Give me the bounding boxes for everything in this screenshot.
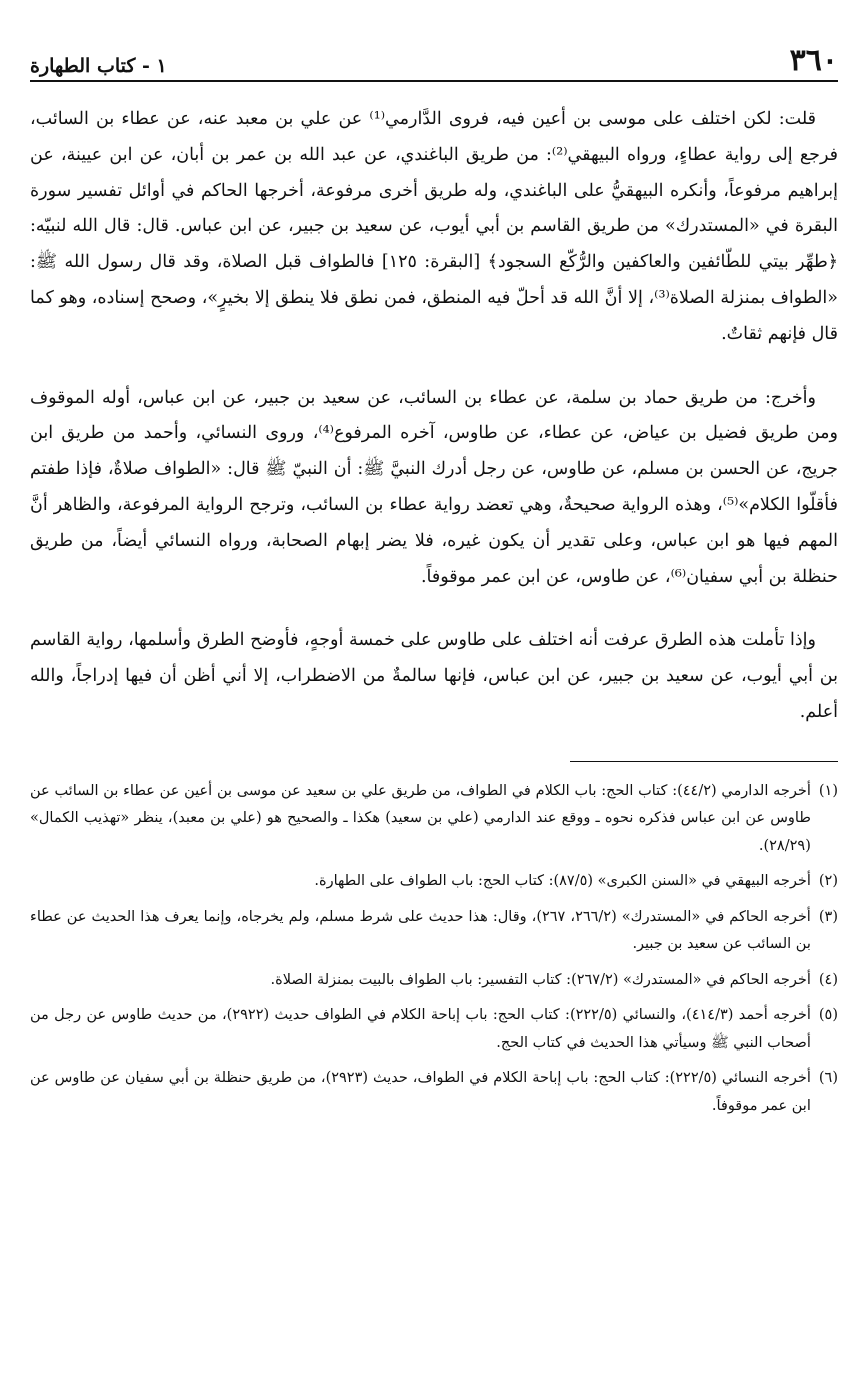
paragraph: قلت: لكن اختلف على موسى بن أعين فيه، فروى الدَّارمي⁽¹⁾ عن علي بن معبد عنه، عن عطاء بن السائب، فرجع إلى رواية عطاءٍ، ورواه البيهقي⁽²⁾: من طريق الباغندي، عن عبد الله بن عمر بن أبان، عن ابن عيينة، عن إبراهيم مرفوعاً، وأنكره البيهقيُّ على الباغندي، وله طريق أخرى مرفوعة، أخرجها الحاكم في أوائل تفسير سورة البقرة في «المستدرك» من طريق القاسم بن أبي أيوب، عن سعيد بن جبير، عن ابن عباس. قال: قال الله لنبيّه: ﴿طهِّر بيتي للطّائفين والعاكفين والرُّكّع السجود﴾ [البقرة: ١٢٥] فالطواف قبل الصلاة، وقد قال رسول الله ﷺ: «الطواف بمنزلة الصلاة⁽³⁾، إلا أنَّ الله قد أحلّ فيه المنطق، فمن نطق فلا ينطق إلا بخيرٍ»، وصحح إسناده، وهو كما قال فإنهم ثقاتٌ. [30, 109, 839, 344]
footnote [30, 778, 838, 861]
footnote-text: أخرجه البيهقي في «السنن الكبرى» (٨٧/٥): كتاب الحج: باب الطواف على الطهارة. [314, 873, 811, 890]
paragraph: وأخرج: من طريق حماد بن سلمة، عن عطاء بن السائب، عن سعيد بن جبير، عن ابن عباس، أوله الموقوف ومن طريق فضيل بن عياض، عن عطاء، عن طاوس، آخره المرفوع⁽⁴⁾، وروى النسائي، وأحمد من طريق ابن جريج، عن الحسن بن مسلم، عن طاوس، عن رجل أدرك النبيَّ ﷺ: أن النبيّ ﷺ قال: «الطواف صلاةٌ، فإذا طفتم فأقلّوا الكلام»⁽⁵⁾، وهذه الرواية صحيحةٌ، وهي تعضد رواية عطاء بن السائب، وترجح الرواية المرفوعة، والظاهر أنَّ المهم فيها هو ابن عباس، وعلى تقدير أن يكون غيره، فلا يضر إبهام الصحابة، ورواه النسائي أيضاً، من طريق حنظلة بن أبي سفيان⁽⁶⁾، عن طاوس، عن ابن عمر موقوفاً. [30, 387, 838, 587]
footnote-text: أخرجه أحمد (٤١٤/٣)، والنسائي (٢٢٢/٥): كتاب الحج: باب إباحة الكلام في الطواف حديث (٢٩٢٢)، من حديث طاوس عن رجل من أصحاب النبي ﷺ وسيأتي هذا الحديث في كتاب الحج. [30, 1007, 811, 1051]
main-text [30, 102, 838, 731]
footnote-text: أخرجه الدارمي (٤٤/٢): كتاب الحج: باب الكلام في الطواف، من طريق علي بن سعيد عن موسى بن أعين عن عطاء بن السائب عن طاوس عن ابن عباس فذكره نحوه ـ ووقع عند الدارمي (علي بن سعيد) هكذا ـ والصحيح هو (علي بن معبد)، ينظر «تهذيب الكمال» (٢٨/٢٩). [30, 782, 811, 854]
footnote [30, 1002, 838, 1057]
footnote [30, 868, 838, 896]
footnotes [30, 778, 838, 1121]
page-number: ٣٦٠ [789, 43, 838, 78]
footnote-text: أخرجه الحاكم في «المستدرك» (٢٦٦/٢، ٢٦٧)، وقال: هذا حديث على شرط مسلم، ولم يخرجاه، وإنما يعرف هذا الحديث عن عطاء بن السائب عن سعيد بن جبير. [30, 908, 811, 953]
page-header [30, 40, 838, 82]
footnote-number: (١) [818, 782, 838, 799]
footnote-number: (٦) [818, 1070, 838, 1087]
footnote-number: (٥) [818, 1007, 838, 1024]
footnote-number: (٣) [818, 908, 838, 925]
footnote-number: (٤) [818, 971, 838, 988]
footnote-divider [570, 761, 838, 762]
footnote [30, 967, 838, 995]
running-head: ١ - كتاب الطهارة [30, 55, 167, 77]
footnote [30, 1065, 838, 1120]
footnote-text: أخرجه النسائي (٢٢٢/٥): كتاب الحج: باب إباحة الكلام في الطواف، حديث (٢٩٢٣)، من طريق حنظلة بن أبي سفيان عن طاوس عن ابن عمر موقوفاً. [30, 1070, 811, 1114]
book-page [30, 40, 838, 1350]
paragraph: وإذا تأملت هذه الطرق عرفت أنه اختلف على طاوس على خمسة أوجهٍ، فأوضح الطرق وأسلمها، رواية القاسم بن أبي أيوب، عن سعيد بن جبير، عن ابن عباس، فإنها سالمةٌ من الاضطراب، إلا أني أظن أن فيها إدراجاً، والله أعلم. [30, 630, 838, 722]
footnote [30, 904, 838, 959]
footnote-number: (٢) [818, 873, 838, 890]
footnote-text: أخرجه الحاكم في «المستدرك» (٢٦٧/٢): كتاب التفسير: باب الطواف بالبيت بمنزلة الصلاة. [270, 971, 811, 988]
